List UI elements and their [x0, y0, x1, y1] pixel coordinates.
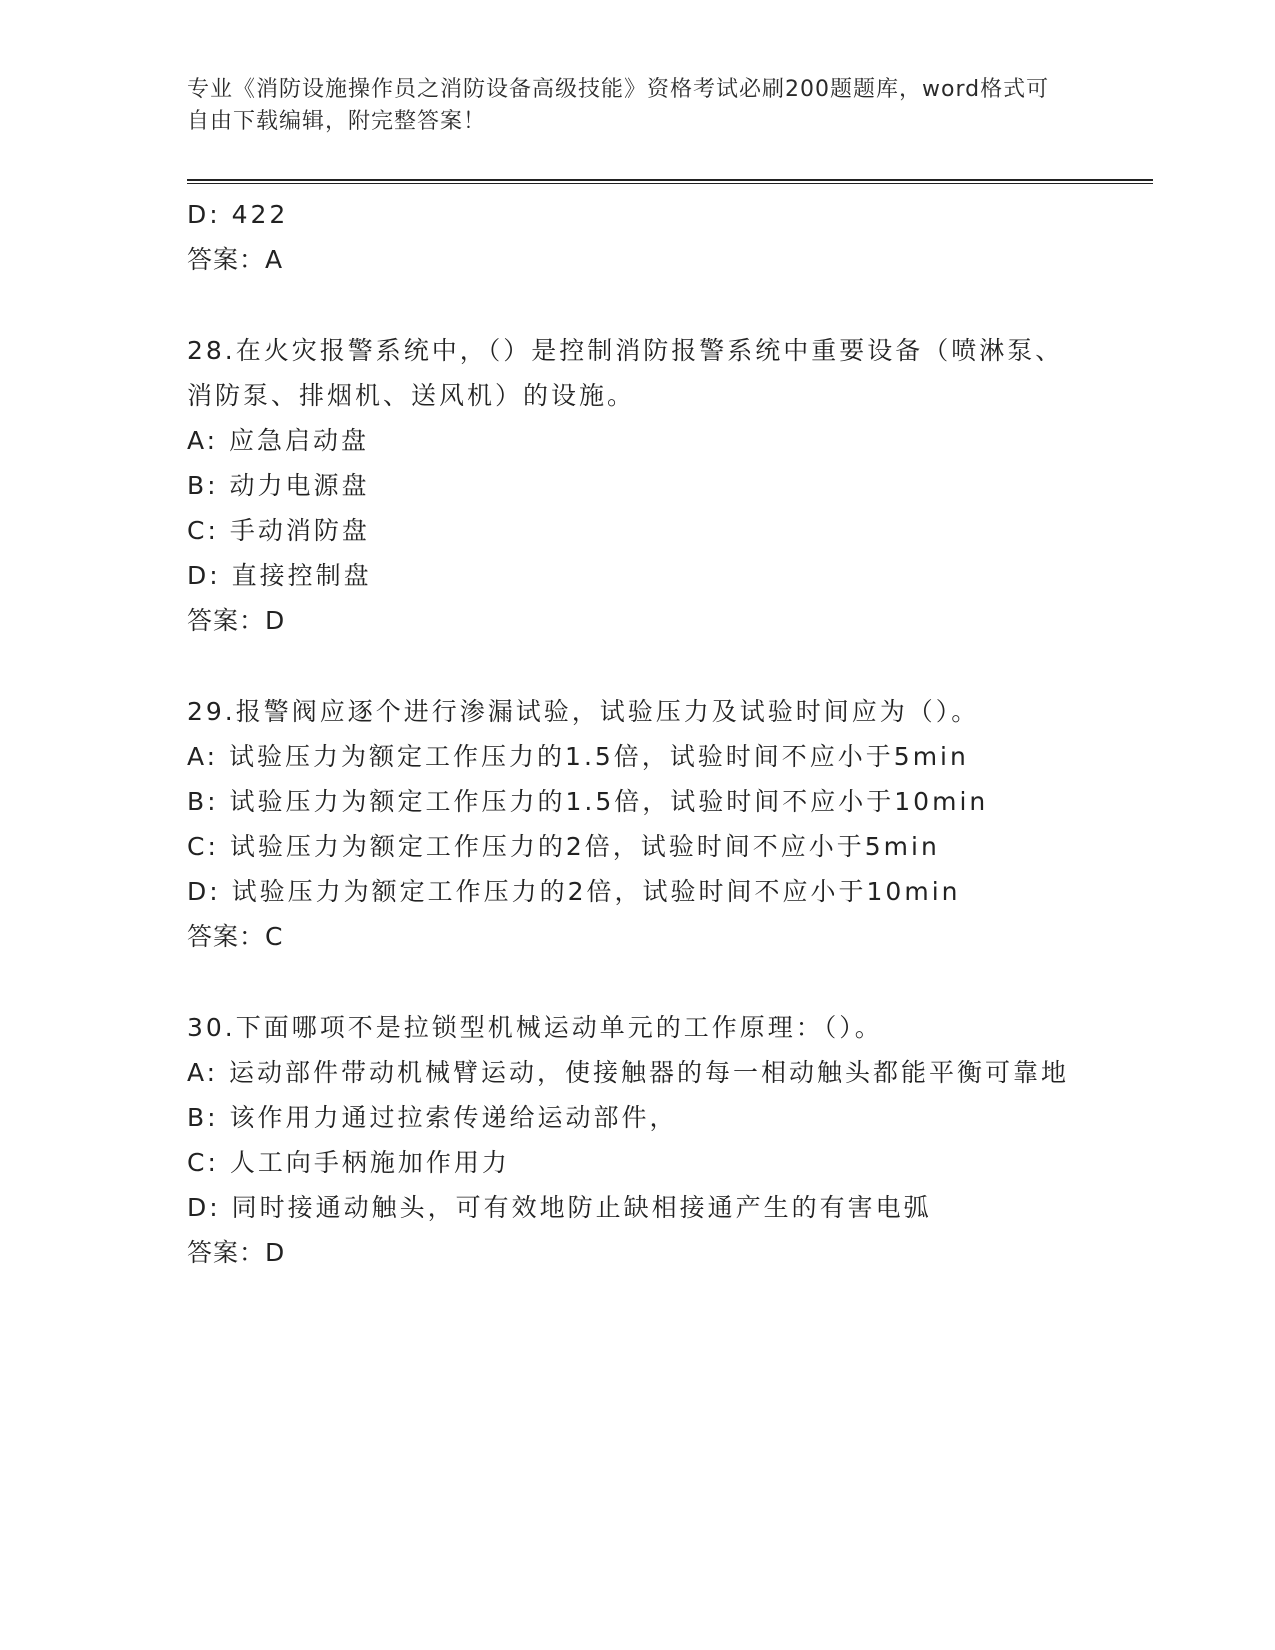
option-c: C: 试验压力为额定工作压力的2倍，试验时间不应小于5min	[187, 832, 940, 861]
question-30	[187, 1005, 1087, 1275]
prev-answer: 答案：A	[187, 245, 284, 274]
question-stem: 29.报警阀应逐个进行渗漏试验，试验压力及试验时间应为（）。	[187, 697, 980, 726]
option-a: A: 试验压力为额定工作压力的1.5倍，试验时间不应小于5min	[187, 742, 969, 771]
option-b: B: 试验压力为额定工作压力的1.5倍，试验时间不应小于10min	[187, 787, 989, 816]
prev-option-d: D: 422	[187, 200, 289, 229]
option-b: B: 动力电源盘	[187, 471, 370, 500]
option-a: A: 应急启动盘	[187, 426, 370, 455]
option-d: D: 同时接通动触头，可有效地防止缺相接通产生的有害电弧	[187, 1193, 932, 1222]
option-c: C: 手动消防盘	[187, 516, 370, 545]
header-divider-thick	[187, 179, 1153, 181]
question-29	[187, 689, 1087, 959]
option-d: D: 试验压力为额定工作压力的2倍，试验时间不应小于10min	[187, 877, 961, 906]
document-header: 专业《消防设施操作员之消防设备高级技能》资格考试必刷200题题库，word格式可自由下载编辑，附完整答案！	[187, 77, 1050, 134]
answer: 答案：D	[187, 1238, 286, 1267]
header-divider-thin	[187, 183, 1153, 184]
option-a: A: 运动部件带动机械臂运动，使接触器的每一相动触头都能平衡可靠地	[187, 1058, 1070, 1087]
option-d: D: 直接控制盘	[187, 561, 372, 590]
option-c: C: 人工向手柄施加作用力	[187, 1148, 510, 1177]
answer: 答案：D	[187, 606, 286, 635]
question-list	[187, 192, 1087, 1275]
question-stem: 30.下面哪项不是拉锁型机械运动单元的工作原理：（）。	[187, 1013, 883, 1042]
answer: 答案：C	[187, 922, 284, 951]
question-28	[187, 328, 1087, 643]
question-stem: 28.在火灾报警系统中，（）是控制消防报警系统中重要设备（喷淋泵、消防泵、排烟机、送风机）的设施。	[187, 336, 1064, 410]
option-b: B: 该作用力通过拉索传递给运动部件，	[187, 1103, 678, 1132]
